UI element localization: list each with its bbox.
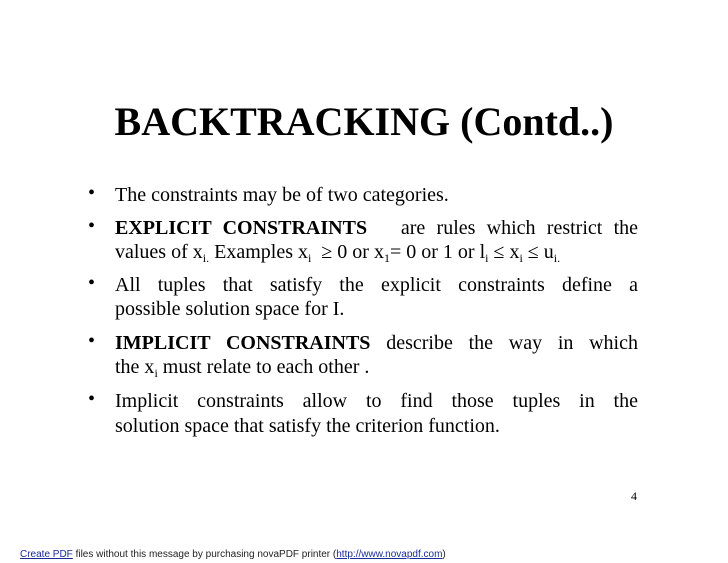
create-pdf-link[interactable]: Create PDF [20,549,73,560]
slide-title: BACKTRACKING (Contd..) [114,99,614,144]
bullet-1-text: The constraints may be of two categories. [115,184,449,206]
bullet-3-line-2: possible solution space for I. [115,298,345,320]
implicit-constraints-term: IMPLICIT CONSTRAINTS [115,332,371,354]
bullet-2-line-2 [115,240,638,264]
footer-text: files without this message by purchasing novaPDF printer ( [72,549,337,560]
subscript: i. [553,251,561,265]
footer-watermark [20,549,446,560]
bullet-icon: • [88,330,96,352]
page-number: 4 [631,489,637,503]
bullet-2-line-1 [115,216,638,240]
subscript: i [154,366,158,380]
subscript: i. [202,251,210,265]
bullet-4-text: describe the way in which [386,332,638,354]
subscript: 1 [383,251,390,265]
text: the x [115,356,155,378]
text: ≤ x [488,241,520,263]
text: Examples x [209,241,308,263]
bullet-icon: • [88,272,96,294]
text: ≤ u [522,241,554,263]
bullet-4-line-1 [115,331,638,355]
bullet-5-line-2: solution space that satisfy the criterion function. [115,415,500,437]
text: = 0 or 1 or l [389,241,486,263]
explicit-constraints-term: EXPLICIT CONSTRAINTS [115,217,368,239]
subscript: i [307,251,312,265]
bullet-icon: • [88,215,96,237]
bullet-icon: • [88,182,96,204]
footer-text: ) [442,549,446,560]
bullet-3-line-1: All tuples that satisfy the explicit constraints define a [115,274,638,296]
bullet-2-text: are rules which restrict the [400,217,639,239]
text: ≥ 0 or x [316,241,384,263]
text: must relate to each other . [157,356,370,378]
novapdf-link[interactable]: http://www.novapdf.com [336,549,443,560]
bullet-5-line-1: Implicit constraints allow to find those tuples in the [115,390,638,412]
bullet-4-line-2 [115,355,638,379]
text: values of x [115,241,203,263]
subscript: i [485,251,489,265]
bullet-icon: • [88,388,96,410]
subscript: i [519,251,523,265]
